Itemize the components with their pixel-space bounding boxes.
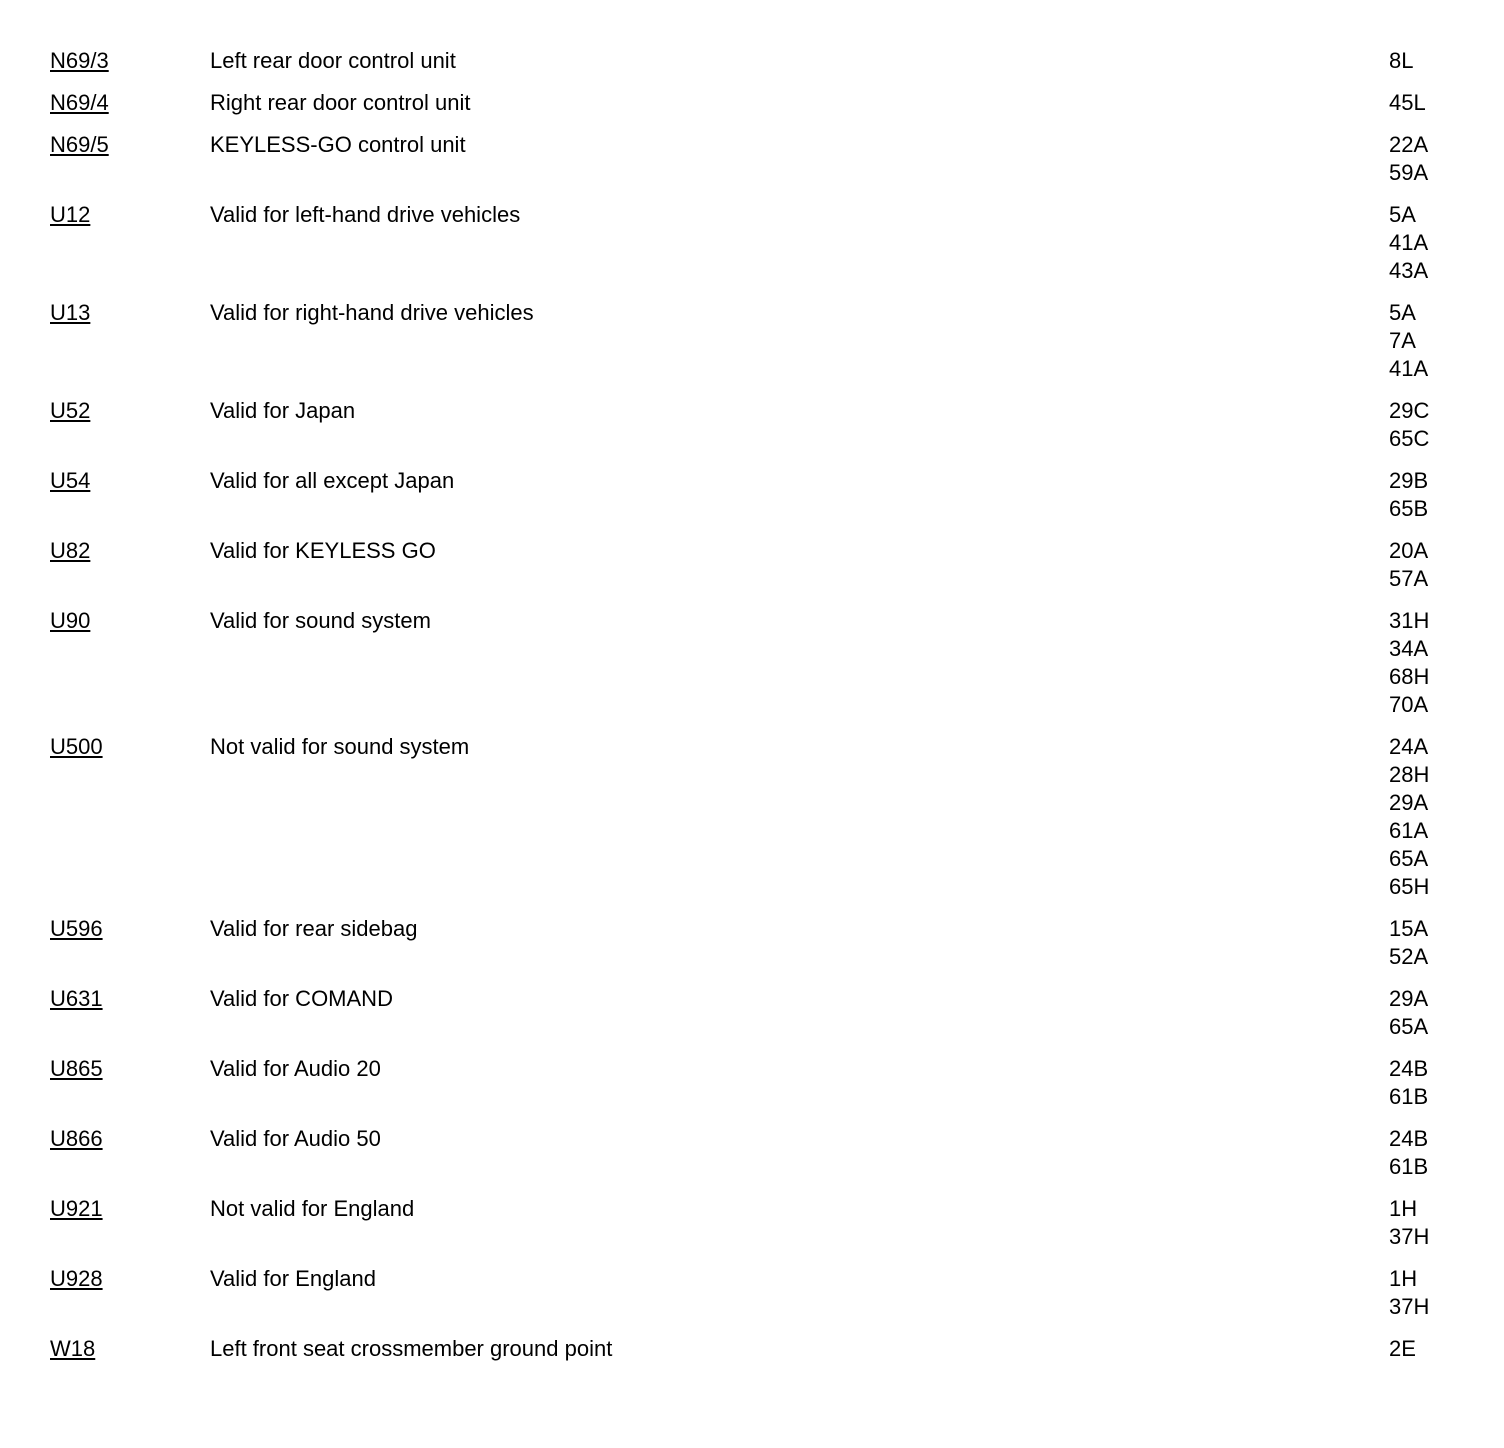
grid-reference: 31H bbox=[1389, 608, 1430, 633]
grid-reference: 37H bbox=[1389, 1294, 1430, 1319]
component-description: Left front seat crossmember ground point bbox=[210, 1336, 613, 1361]
component-description: Right rear door control unit bbox=[210, 90, 471, 115]
grid-reference: 70A bbox=[1389, 692, 1429, 717]
component-code-link[interactable]: N69/4 bbox=[50, 90, 109, 115]
grid-reference: 61B bbox=[1389, 1084, 1429, 1109]
grid-reference: 1H bbox=[1389, 1266, 1418, 1291]
component-description: Valid for Audio 20 bbox=[210, 1056, 381, 1081]
grid-reference: 29A bbox=[1389, 790, 1429, 815]
grid-reference: 29C bbox=[1389, 398, 1430, 423]
component-code-link[interactable]: U631 bbox=[50, 986, 103, 1011]
grid-reference: 5A bbox=[1389, 202, 1416, 227]
grid-reference-list bbox=[1389, 1055, 1470, 1111]
legend-row bbox=[50, 89, 1470, 117]
grid-reference: 41A bbox=[1389, 356, 1429, 381]
legend-row bbox=[50, 1265, 1470, 1321]
grid-reference: 45L bbox=[1389, 90, 1426, 115]
grid-reference: 59A bbox=[1389, 160, 1429, 185]
grid-reference: 7A bbox=[1389, 328, 1416, 353]
legend-row bbox=[50, 47, 1470, 75]
component-code-link[interactable]: U928 bbox=[50, 1266, 103, 1291]
component-code-link[interactable]: U596 bbox=[50, 916, 103, 941]
grid-reference: 65H bbox=[1389, 874, 1430, 899]
grid-reference: 29A bbox=[1389, 986, 1429, 1011]
grid-reference-list bbox=[1389, 1335, 1470, 1363]
component-code-link[interactable]: U82 bbox=[50, 538, 91, 563]
grid-reference-list bbox=[1389, 607, 1470, 719]
legend-row bbox=[50, 607, 1470, 719]
legend-row bbox=[50, 397, 1470, 453]
component-code-link[interactable]: U52 bbox=[50, 398, 91, 423]
component-code-link[interactable]: U13 bbox=[50, 300, 91, 325]
legend-row bbox=[50, 1055, 1470, 1111]
grid-reference: 65B bbox=[1389, 496, 1429, 521]
grid-reference-list bbox=[1389, 201, 1470, 285]
grid-reference: 57A bbox=[1389, 566, 1429, 591]
component-code-link[interactable]: U90 bbox=[50, 608, 91, 633]
grid-reference-list bbox=[1389, 47, 1470, 75]
legend-row bbox=[50, 1195, 1470, 1251]
component-description: Valid for left-hand drive vehicles bbox=[210, 202, 521, 227]
grid-reference: 5A bbox=[1389, 300, 1416, 325]
grid-reference: 20A bbox=[1389, 538, 1429, 563]
component-legend-list bbox=[50, 47, 1470, 1377]
component-description: Valid for right-hand drive vehicles bbox=[210, 300, 534, 325]
grid-reference: 34A bbox=[1389, 636, 1429, 661]
grid-reference: 15A bbox=[1389, 916, 1429, 941]
component-code-link[interactable]: U12 bbox=[50, 202, 91, 227]
grid-reference: 37H bbox=[1389, 1224, 1430, 1249]
legend-row bbox=[50, 131, 1470, 187]
grid-reference-list bbox=[1389, 89, 1470, 117]
legend-row bbox=[50, 733, 1470, 901]
grid-reference-list bbox=[1389, 537, 1470, 593]
component-description: Valid for sound system bbox=[210, 608, 431, 633]
grid-reference: 41A bbox=[1389, 230, 1429, 255]
grid-reference: 65A bbox=[1389, 846, 1429, 871]
grid-reference-list bbox=[1389, 915, 1470, 971]
grid-reference-list bbox=[1389, 985, 1470, 1041]
grid-reference-list bbox=[1389, 733, 1470, 901]
grid-reference: 43A bbox=[1389, 258, 1429, 283]
component-description: Valid for KEYLESS GO bbox=[210, 538, 436, 563]
legend-row bbox=[50, 985, 1470, 1041]
grid-reference: 24B bbox=[1389, 1126, 1429, 1151]
grid-reference: 61A bbox=[1389, 818, 1429, 843]
grid-reference-list bbox=[1389, 397, 1470, 453]
legend-row bbox=[50, 467, 1470, 523]
grid-reference: 29B bbox=[1389, 468, 1429, 493]
component-code-link[interactable]: U865 bbox=[50, 1056, 103, 1081]
grid-reference-list bbox=[1389, 131, 1470, 187]
grid-reference-list bbox=[1389, 1125, 1470, 1181]
component-code-link[interactable]: N69/3 bbox=[50, 48, 109, 73]
legend-row bbox=[50, 299, 1470, 383]
component-code-link[interactable]: U866 bbox=[50, 1126, 103, 1151]
grid-reference: 68H bbox=[1389, 664, 1430, 689]
component-description: KEYLESS-GO control unit bbox=[210, 132, 466, 157]
grid-reference: 24B bbox=[1389, 1056, 1429, 1081]
component-description: Valid for England bbox=[210, 1266, 376, 1291]
component-description: Valid for rear sidebag bbox=[210, 916, 418, 941]
grid-reference: 65C bbox=[1389, 426, 1430, 451]
grid-reference-list bbox=[1389, 1195, 1470, 1251]
legend-row bbox=[50, 1125, 1470, 1181]
component-description: Left rear door control unit bbox=[210, 48, 456, 73]
component-description: Valid for Japan bbox=[210, 398, 356, 423]
component-description: Not valid for sound system bbox=[210, 734, 470, 759]
legend-row bbox=[50, 915, 1470, 971]
grid-reference: 24A bbox=[1389, 734, 1429, 759]
grid-reference-list bbox=[1389, 299, 1470, 383]
component-code-link[interactable]: N69/5 bbox=[50, 132, 109, 157]
component-description: Valid for all except Japan bbox=[210, 468, 455, 493]
grid-reference: 22A bbox=[1389, 132, 1429, 157]
grid-reference: 2E bbox=[1389, 1336, 1416, 1361]
grid-reference: 8L bbox=[1389, 48, 1414, 73]
legend-row bbox=[50, 1335, 1470, 1363]
grid-reference: 52A bbox=[1389, 944, 1429, 969]
grid-reference-list bbox=[1389, 467, 1470, 523]
component-description: Valid for Audio 50 bbox=[210, 1126, 381, 1151]
grid-reference: 28H bbox=[1389, 762, 1430, 787]
component-code-link[interactable]: U921 bbox=[50, 1196, 103, 1221]
component-code-link[interactable]: W18 bbox=[50, 1336, 96, 1361]
component-description: Valid for COMAND bbox=[210, 986, 393, 1011]
component-description: Not valid for England bbox=[210, 1196, 415, 1221]
grid-reference: 1H bbox=[1389, 1196, 1418, 1221]
grid-reference: 65A bbox=[1389, 1014, 1429, 1039]
component-code-link[interactable]: U500 bbox=[50, 734, 103, 759]
grid-reference: 61B bbox=[1389, 1154, 1429, 1179]
grid-reference-list bbox=[1389, 1265, 1470, 1321]
legend-row bbox=[50, 201, 1470, 285]
legend-row bbox=[50, 537, 1470, 593]
component-code-link[interactable]: U54 bbox=[50, 468, 91, 493]
